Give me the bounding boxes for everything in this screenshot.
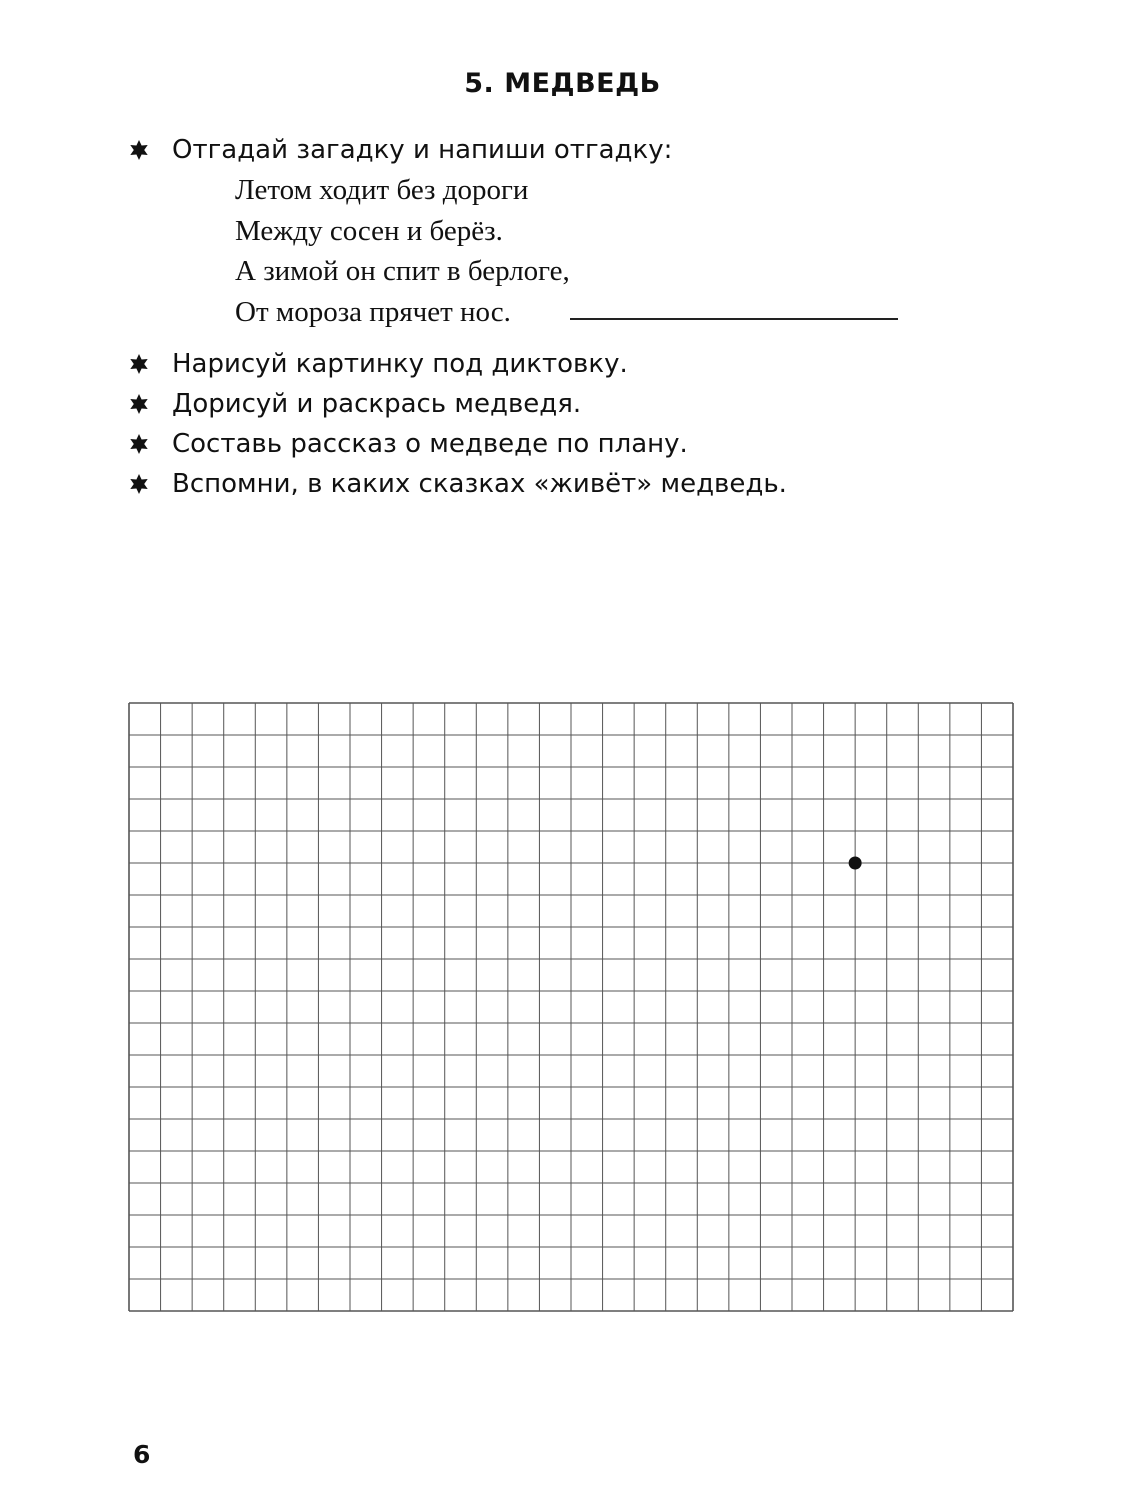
riddle-line-1: Летом ходит без дороги bbox=[235, 174, 529, 206]
start-dot bbox=[849, 857, 862, 870]
six-point-star-icon bbox=[128, 353, 150, 375]
dictation-instruction: Нарисуй картинку под диктовку. bbox=[172, 349, 628, 379]
task-color bbox=[128, 384, 581, 424]
page-title: 5. МЕДВЕДЬ bbox=[464, 68, 661, 99]
riddle-line-3: А зимой он спит в берлоге, bbox=[235, 255, 570, 287]
story-instruction: Составь рассказ о медведе по плану. bbox=[172, 429, 688, 459]
tales-instruction: Вспомни, в каких сказках «живёт» медведь. bbox=[172, 469, 787, 499]
six-point-star-icon bbox=[128, 139, 150, 161]
riddle-answer-line[interactable] bbox=[570, 318, 898, 320]
color-instruction: Дорисуй и раскрась медведя. bbox=[172, 389, 582, 419]
drawing-grid[interactable] bbox=[128, 702, 1014, 1312]
riddle-line-4: От мороза прячет нос. bbox=[235, 296, 511, 328]
six-point-star-icon bbox=[128, 473, 150, 495]
task-tales bbox=[128, 464, 787, 504]
riddle-instruction: Отгадай загадку и напиши отгадку: bbox=[172, 135, 673, 165]
grid-canvas[interactable] bbox=[128, 702, 1014, 1312]
riddle-line-2: Между сосен и берёз. bbox=[235, 215, 503, 247]
six-point-star-icon bbox=[128, 433, 150, 455]
six-point-star-icon bbox=[128, 393, 150, 415]
task-story bbox=[128, 424, 688, 464]
page-number: 6 bbox=[133, 1440, 151, 1469]
task-dictation bbox=[128, 344, 628, 384]
task-riddle bbox=[128, 130, 672, 170]
